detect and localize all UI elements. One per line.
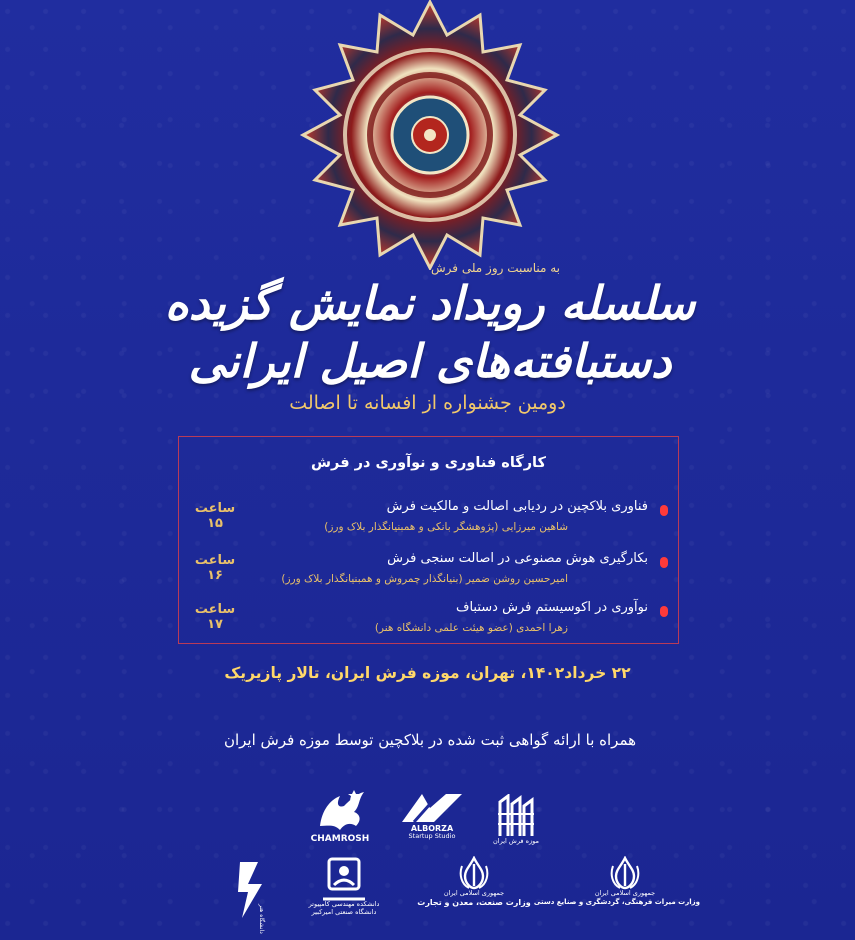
festival-subtitle: دومین جشنواره از افسانه تا اصالت <box>289 392 566 414</box>
occasion-text: به مناسبت روز ملی فرش <box>431 261 560 275</box>
session-item <box>179 499 678 539</box>
ministry-trade-label-2: وزارت صنعت، معدن و تجارت <box>417 897 531 907</box>
session-speaker: شاهین میرزایی (پژوهشگر بانکی و همبنیانگذار بلاک ورز) <box>324 521 568 533</box>
amirkabir-logo <box>302 855 386 917</box>
workshop-title: کارگاه فناوری و نوآوری در فرش <box>311 455 546 471</box>
ministry-heritage-label-2: وزارت میراث فرهنگی، گردشگری و صنایع دستی <box>533 897 700 906</box>
workshop-box <box>178 436 679 644</box>
iran-emblem-icon <box>459 856 489 890</box>
carpet-museum-icon <box>494 794 538 838</box>
amirkabir-label-2: دانشگاه صنعتی امیرکبیر <box>311 907 377 916</box>
amirkabir-label-1: دانشکده مهندسی کامپیوتر <box>308 900 380 908</box>
ministry-heritage-label-1: جمهوری اسلامی ایران <box>594 889 656 897</box>
session-speaker: زهرا احمدی (عضو هیئت علمی دانشگاه هنر) <box>374 622 568 634</box>
session-topic: نوآوری در اکوسیستم فرش دستباف <box>456 600 648 615</box>
bullet-icon <box>660 606 668 617</box>
bullet-icon <box>660 557 668 568</box>
carpet-medallion-image <box>295 0 565 270</box>
carpet-museum-logo <box>486 794 546 846</box>
session-time: ساعت ۱۷ <box>194 602 236 632</box>
alborza-wing-icon <box>400 790 464 824</box>
computer-faculty-icon <box>319 855 369 901</box>
event-date-location: ۲۲ خرداد۱۴۰۲، تهران، موزه فرش ایران، تالار پازیریک <box>224 664 631 682</box>
ministry-trade-logo <box>408 856 540 907</box>
iran-emblem-icon <box>610 856 640 890</box>
art-university-logo <box>226 858 276 934</box>
certificate-note: همراه با ارائه گواهی ثبت شده در بلاکچین توسط موزه فرش ایران <box>223 731 637 749</box>
session-item <box>179 600 678 640</box>
ministry-heritage-logo <box>533 856 700 906</box>
session-time: ساعت ۱۶ <box>194 553 236 583</box>
carpet-museum-label: موزه فرش ایران <box>493 837 539 845</box>
event-title: سلسله رویداد نمایش گزیده دستبافته‌های اصیل ایرانی <box>164 276 696 388</box>
alborza-sublabel: Startup Studio <box>408 832 456 840</box>
chamrosh-label: CHAMROSH <box>310 834 370 844</box>
griffin-icon <box>310 786 370 834</box>
session-speaker: امیرحسین روشن ضمیر (بنیانگذار چمروش و همبنیانگذار بلاک ورز) <box>281 573 568 585</box>
alborza-logo <box>398 790 466 841</box>
bullet-icon <box>660 505 668 516</box>
art-university-label: دانشگاه هنر <box>258 904 266 934</box>
alborza-label: ALBORZA <box>410 824 454 833</box>
ministry-trade-label-1: جمهوری اسلامی ایران <box>443 889 505 897</box>
session-time: ساعت ۱۵ <box>194 501 236 531</box>
session-item <box>179 551 678 591</box>
session-topic: بکارگیری هوش مصنوعی در اصالت سنجی فرش <box>387 551 648 566</box>
chamrosh-logo <box>300 786 380 844</box>
session-topic: فناوری بلاکچین در ردیابی اصالت و مالکیت فرش <box>386 499 648 514</box>
